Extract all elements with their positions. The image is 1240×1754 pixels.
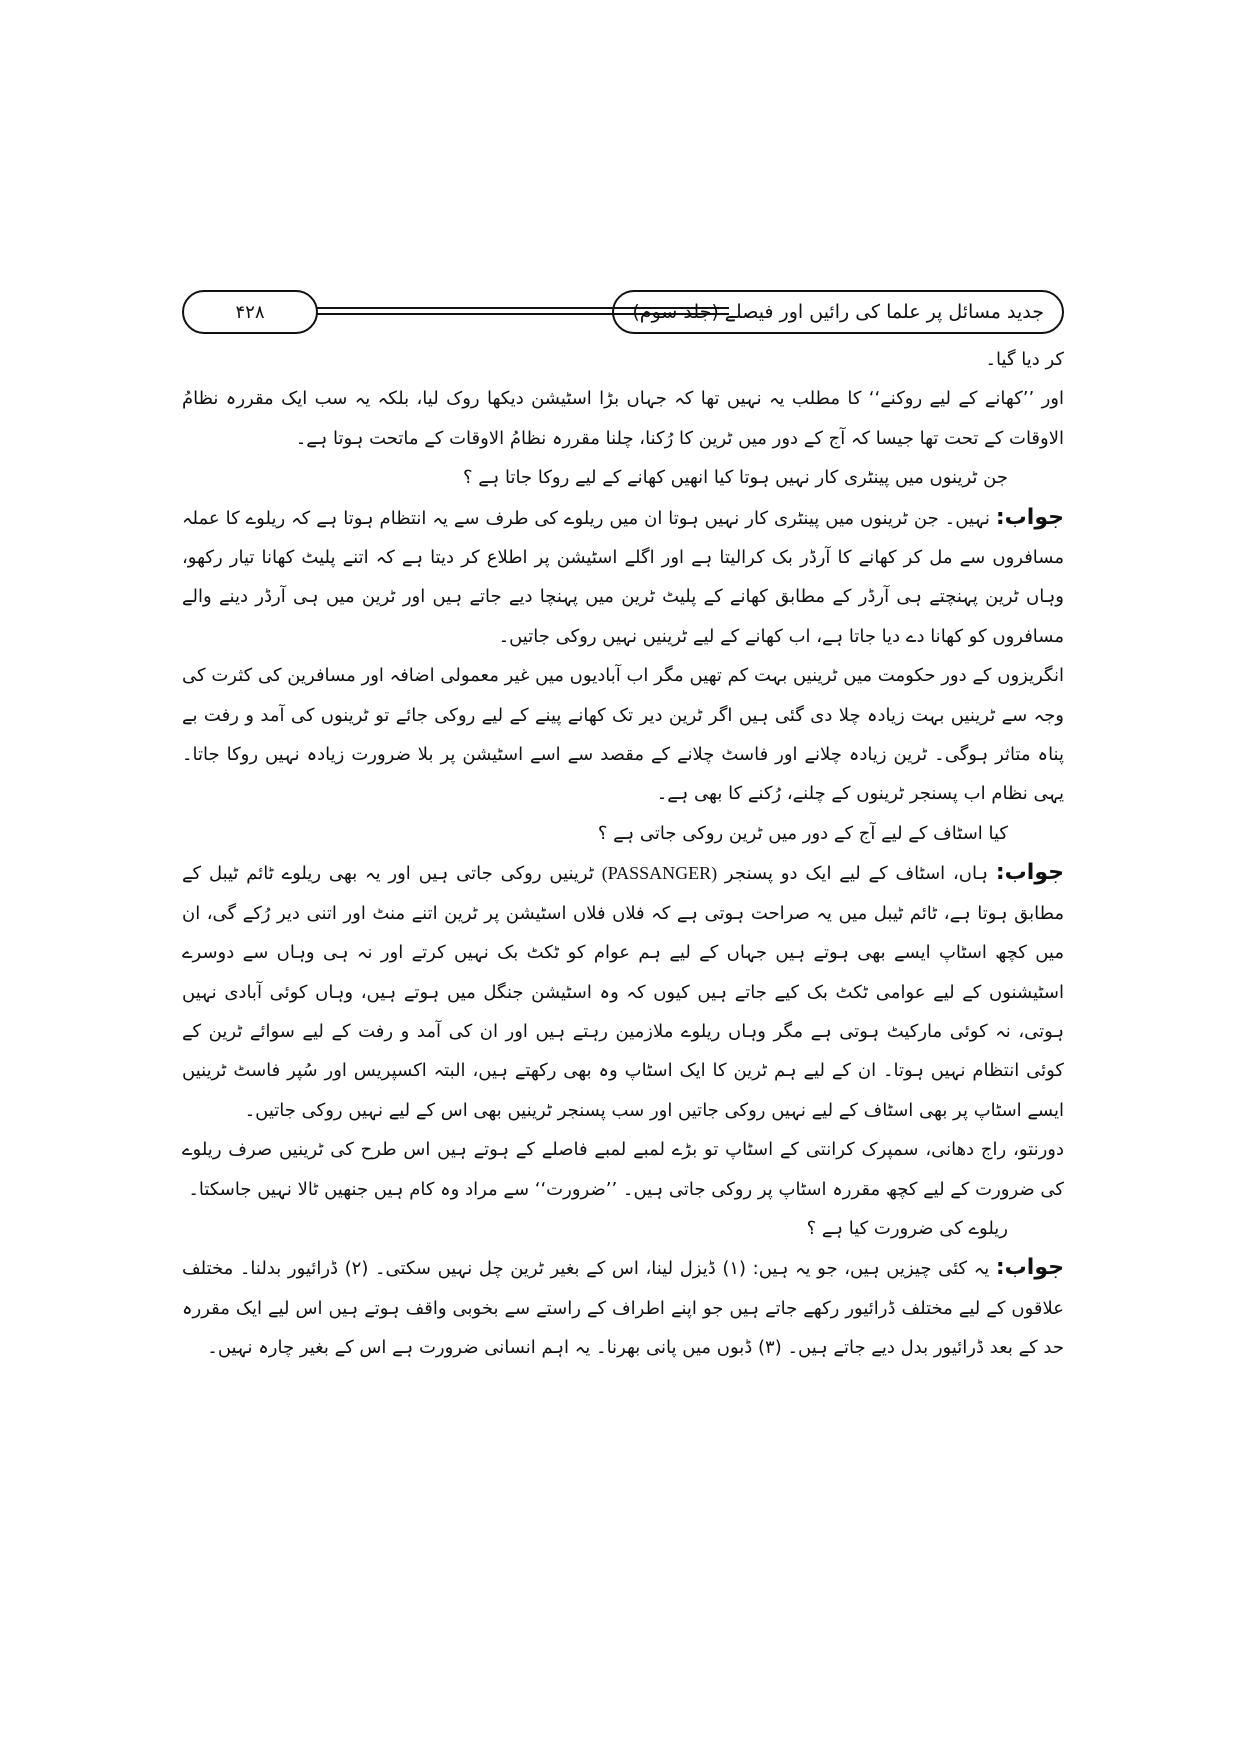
answer xyxy=(182,853,1064,1130)
answer-text: ٹرینیں روکی جاتی ہیں اور یہ بھی ریلوے ٹائم ٹیبل کے مطابق ہوتا ہے، ٹائم ٹیبل میں یہ صراحت ہوتی ہے کہ فلاں فلاں اسٹیشن پر ٹرین اتنے منٹ اور اتنی دیر رُکے گی، ان میں کچھ اسٹاپ ایسے بھی ہوتے ہیں جہاں کے لیے ہم عوام کو ٹکٹ بک نہیں کرتے اور نہ ہی وہاں سے دوسرے اسٹیشنوں کے لیے عوامی ٹکٹ بک کیے جاتے ہیں کیوں کہ وہ اسٹیشن جنگل میں ہوتے ہیں، وہاں کوئی آبادی نہیں ہوتی، نہ کوئی مارکیٹ ہوتی ہے مگر وہاں ریلوے ملازمین رہتے ہیں اور ان کی آمد و رفت کے لیے سوائے ٹرین کے کوئی انتظام نہیں ہوتا۔ ان کے لیے ہم ٹرین کا ایک اسٹاپ وہ بھی رکھتے ہیں، البتہ اکسپریس اور سُپر فاسٹ ٹرینیں ایسے اسٹاپ پر بھی اسٹاف کے لیے نہیں روکی جاتیں اور سب پسنجر ٹرینیں بھی اس کے لیے نہیں روکی جاتیں۔ xyxy=(182,863,1064,1121)
question: کیا اسٹاف کے لیے آج کے دور میں ٹرین روکی جاتی ہے ؟ xyxy=(597,822,1008,844)
answer-latin-term: (PASSANGER) xyxy=(601,863,718,884)
answer-text: نہیں۔ جن ٹرینوں میں پینٹری کار نہیں ہوتا ان میں ریلوے کی طرف سے یہ انتظام ہوتا ہے کہ ریلوے کا عملہ مسافروں سے مل کر کھانے کا آرڈر بک کرالیتا ہے اور اگلے اسٹیشن پر اطلاع کر دیتا ہے کہ اتنے پلیٹ کھانا تیار رکھو، وہاں ٹرین پہنچتے ہی آرڈر کے مطابق کھانے کے پلیٹ ٹرین میں پہنچا دیے جاتے ہیں اور ٹرین میں ہی آرڈر دینے والے مسافروں کو کھانا دے دیا جاتا ہے، اب کھانے کے لیے ٹرینیں نہیں روکی جاتیں۔ xyxy=(182,507,1064,647)
paragraph: کر دیا گیا۔ xyxy=(985,349,1064,370)
question: ریلوے کی ضرورت کیا ہے ؟ xyxy=(806,1217,1008,1239)
answer-text: ہاں، اسٹاف کے لیے ایک دو پسنجر xyxy=(724,863,989,885)
page-number-box xyxy=(182,290,318,334)
answer xyxy=(182,498,1064,657)
answer-label: جواب: xyxy=(995,504,1064,530)
header-rule-top xyxy=(312,307,729,309)
page-header xyxy=(182,290,1064,332)
paragraph: انگریزوں کے دور حکومت میں ٹرینیں بہت کم تھیں مگر اب آبادیوں میں غیر معمولی اضافہ اور مسافرین کی کثرت کی وجہ سے ٹرینیں بہت زیادہ چلا دی گئی ہیں اگر ٹرین دیر تک کھانے پینے کے لیے روکی جائے تو ٹرینوں کی آمد و رفت بے پناہ متاثر ہوگی۔ ٹرین زیادہ چلانے اور فاسٹ چلانے کے مقصد سے اسے اسٹیشن پر بلا ضرورت زیادہ نہیں روکا جاتا۔ یہی نظام اب پسنجر ٹرینوں کے چلنے، رُکنے کا بھی ہے۔ xyxy=(182,665,1064,805)
running-title xyxy=(612,290,1064,334)
page-body xyxy=(182,340,1064,1368)
answer-label: جواب: xyxy=(995,860,1064,886)
question: جن ٹرینوں میں پینٹری کار نہیں ہوتا کیا انھیں کھانے کے لیے روکا جاتا ہے ؟ xyxy=(462,467,1008,489)
answer xyxy=(182,1248,1064,1367)
answer-label: جواب: xyxy=(995,1255,1064,1281)
paragraph: اور ’’کھانے کے لیے روکنے‘‘ کا مطلب یہ نہیں تھا کہ جہاں بڑا اسٹیشن دیکھا روک لیا، بلکہ یہ سب ایک مقررہ نظامُ الاوقات کے تحت تھا جیسا کہ آج کے دور میں ٹرین کا رُکنا، چلنا مقررہ نظامُ الاوقات کے ماتحت ہوتا ہے۔ xyxy=(182,388,1064,449)
header-rule-bottom xyxy=(312,313,729,315)
page-number: ۴۲۸ xyxy=(235,301,265,323)
running-title-text: جدید مسائل پر علما کی رائیں اور فیصلے (جلد سوم) xyxy=(632,301,1044,323)
paragraph: دورنتو، راج دھانی، سمپرک کرانتی کے اسٹاپ تو بڑے لمبے لمبے فاصلے کے ہوتے ہیں اس طرح کی ٹرینیں صرف ریلوے کی ضرورت کے لیے کچھ مقررہ اسٹاپ پر روکی جاتی ہیں۔ ’’ضرورت‘‘ سے مراد وہ کام ہیں جنھیں ٹالا نہیں جاسکتا۔ xyxy=(182,1139,1064,1200)
answer-text: یہ کئی چیزیں ہیں، جو یہ ہیں: (۱) ڈیزل لینا، اس کے بغیر ٹرین چل نہیں سکتی۔ (۲) ڈرائیور بدلنا۔ مختلف علاقوں کے لیے مختلف ڈرائیور رکھے جاتے ہیں جو اپنے اطراف کے راستے سے بخوبی واقف ہوتے ہیں اس لیے ایک مقررہ حد کے بعد ڈرائیور بدل دیے جاتے ہیں۔ (۳) ڈبوں میں پانی بھرنا۔ یہ اہم انسانی ضرورت ہے اس کے بغیر چارہ نہیں۔ xyxy=(182,1258,1064,1359)
